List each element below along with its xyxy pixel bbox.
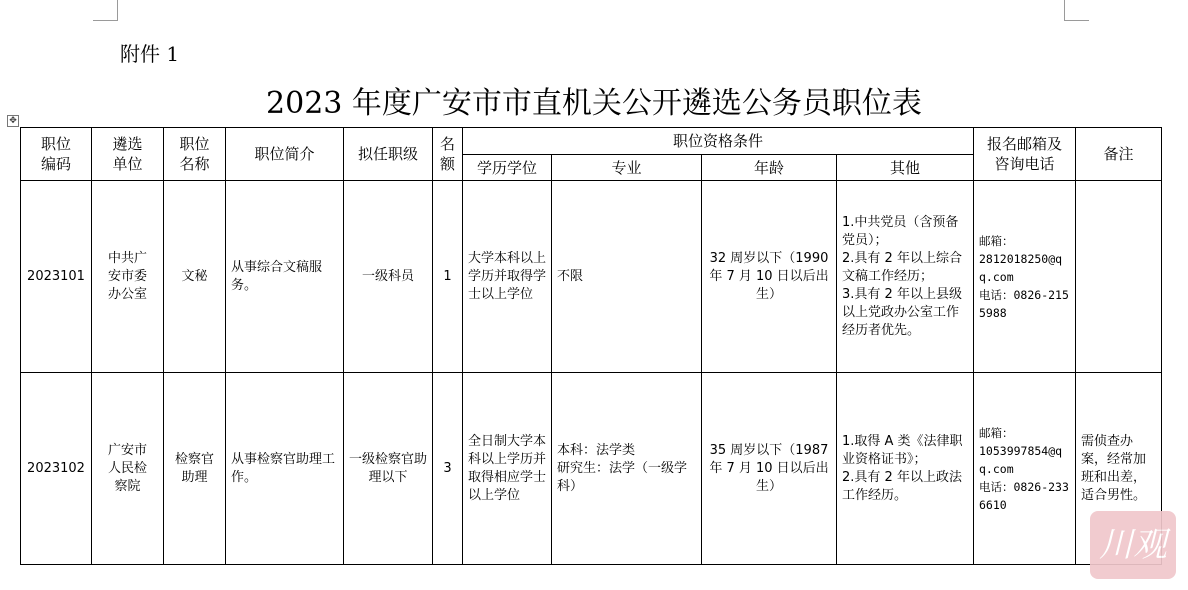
header-intro: 职位简介: [226, 128, 344, 181]
header-row-1: [21, 128, 1162, 155]
header-code: 职位 编码: [21, 128, 92, 181]
header-unit: 遴选 单位: [92, 128, 164, 181]
table-move-handle-icon[interactable]: ✥: [7, 115, 19, 127]
table-row: [21, 181, 1162, 373]
cell-contact: 邮箱： 1053997854@qq.com 电话：0826-2336610: [974, 373, 1076, 565]
cell-other: 1.中共党员（含预备党员）； 2.具有 2 年以上综合文稿工作经历； 3.具有 2 年以上县级以上党政办公室工作经历者优先。: [837, 181, 974, 373]
cell-name: 检察官 助理: [164, 373, 226, 565]
cell-unit: 中共广 安市委 办公室: [92, 181, 164, 373]
cell-age: 35 周岁以下（1987 年 7 月 10 日以后出生）: [702, 373, 837, 565]
header-age: 年龄: [702, 155, 837, 181]
cell-remark: 需侦查办案，经常加班和出差，适合男性。: [1076, 373, 1162, 565]
attachment-label: 附件 1: [120, 42, 180, 66]
cell-level: 一级科员: [344, 181, 433, 373]
header-remark: 备注: [1076, 128, 1162, 181]
page-corner-mark-right: [1064, 0, 1089, 21]
cell-quota: 1: [433, 181, 463, 373]
header-contact: 报名邮箱及 咨询电话: [974, 128, 1076, 181]
header-qualifications: 职位资格条件: [463, 128, 974, 155]
cell-age: 32 周岁以下（1990 年 7 月 10 日以后出生）: [702, 181, 837, 373]
table-row: [21, 373, 1162, 565]
cell-unit: 广安市 人民检 察院: [92, 373, 164, 565]
cell-intro: 从事检察官助理工作。: [226, 373, 344, 565]
cell-name: 文秘: [164, 181, 226, 373]
cell-education: 大学本科以上学历并取得学士以上学位: [463, 181, 552, 373]
position-table: [20, 127, 1162, 565]
header-other: 其他: [837, 155, 974, 181]
watermark-logo: 川观: [1090, 511, 1176, 579]
cell-other: 1.取得 A 类《法律职业资格证书》； 2.具有 2 年以上政法工作经历。: [837, 373, 974, 565]
page-corner-mark-left: [93, 0, 118, 21]
cell-major: 本科：法学类 研究生：法学（一级学科）: [552, 373, 702, 565]
cell-code: 2023102: [21, 373, 92, 565]
header-level: 拟任职级: [344, 128, 433, 181]
document-title: 2023 年度广安市市直机关公开遴选公务员职位表: [266, 86, 922, 121]
header-quota: 名 额: [433, 128, 463, 181]
cell-quota: 3: [433, 373, 463, 565]
cell-remark: [1076, 181, 1162, 373]
header-name: 职位 名称: [164, 128, 226, 181]
cell-major: 不限: [552, 181, 702, 373]
cell-contact: 邮箱： 2812018250@qq.com 电话：0826-2155988: [974, 181, 1076, 373]
cell-education: 全日制大学本科以上学历并取得相应学士以上学位: [463, 373, 552, 565]
header-education: 学历学位: [463, 155, 552, 181]
header-major: 专业: [552, 155, 702, 181]
cell-level: 一级检察官助理以下: [344, 373, 433, 565]
cell-intro: 从事综合文稿服务。: [226, 181, 344, 373]
cell-code: 2023101: [21, 181, 92, 373]
